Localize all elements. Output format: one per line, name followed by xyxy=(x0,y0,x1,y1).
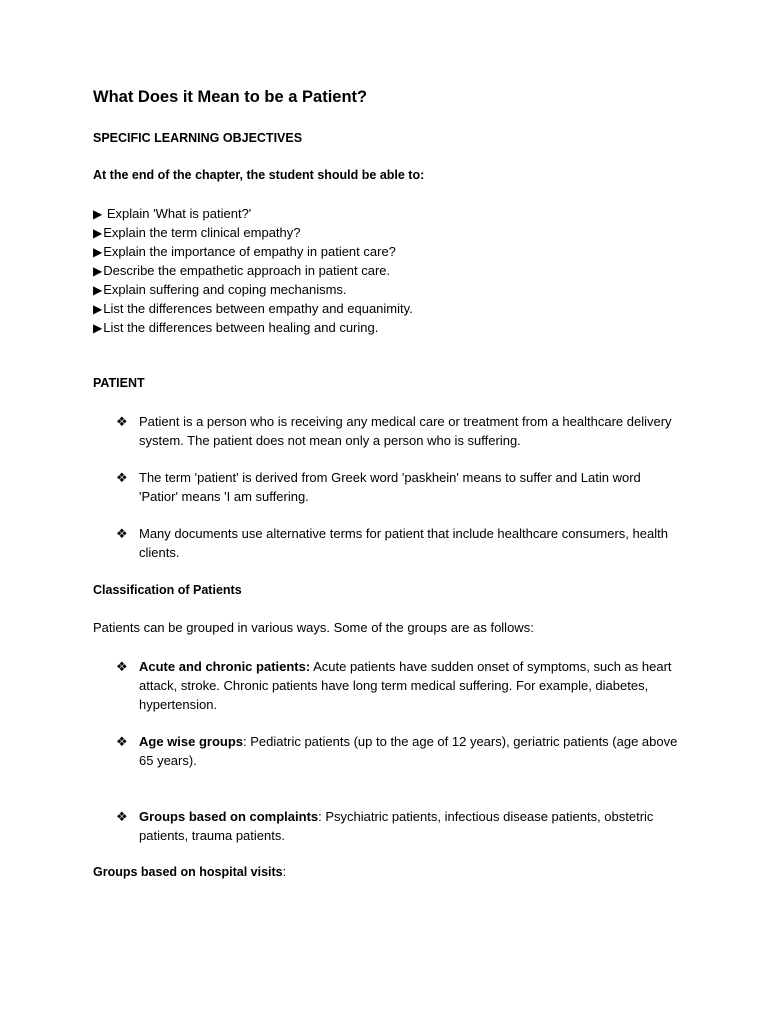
arrow-bullet-icon: ▶ xyxy=(93,302,103,316)
hospital-visits-colon: : xyxy=(282,865,287,879)
diamond-bullet-icon: ❖ xyxy=(116,414,128,429)
patient-bullet-text: Patient is a person who is receiving any medical care or treatment from a healthcare delivery system. The patient does not mean only a person who is suffering. xyxy=(139,414,672,448)
arrow-bullet-icon: ▶ xyxy=(93,321,103,335)
diamond-bullet-icon: ❖ xyxy=(116,659,128,674)
arrow-bullet-icon: ▶ xyxy=(93,264,103,278)
objective-text: Explain the term clinical empathy? xyxy=(103,225,301,240)
diamond-bullet-icon: ❖ xyxy=(116,470,128,485)
patient-bullet-text: The term 'patient' is derived from Greek word 'paskhein' means to suffer and Latin word 'Patior' means 'I am suffering. xyxy=(139,470,641,504)
objective-item xyxy=(93,242,396,262)
classification-group-text xyxy=(139,732,679,770)
group-term: Groups based on complaints xyxy=(139,809,319,824)
classification-group-text xyxy=(139,807,679,845)
objective-item xyxy=(93,280,347,300)
objective-item xyxy=(93,223,301,243)
arrow-bullet-icon: ▶ xyxy=(93,283,103,297)
objective-text: Describe the empathetic approach in patient care. xyxy=(103,263,391,278)
arrow-bullet-icon: ▶ xyxy=(93,226,103,240)
patient-bullet-text: Many documents use alternative terms for patient that include healthcare consumers, health clients. xyxy=(139,526,668,560)
group-term: Acute and chronic patients: xyxy=(139,659,311,674)
hospital-visits-heading xyxy=(93,865,286,879)
objective-item xyxy=(93,318,378,338)
arrow-bullet-icon: ▶ xyxy=(93,245,103,259)
group-description: : Pediatric patients (up to the age of 12 years), geriatric patients (age above 65 years). xyxy=(139,734,678,768)
objective-item xyxy=(93,299,413,319)
arrow-bullet-icon: ▶ xyxy=(93,207,103,221)
objectives-heading: SPECIFIC LEARNING OBJECTIVES xyxy=(93,131,303,145)
diamond-bullet-icon: ❖ xyxy=(116,734,128,749)
objective-text: Explain 'What is patient?' xyxy=(103,206,252,221)
objective-item xyxy=(93,204,251,224)
group-description: Acute patients have sudden onset of symptoms, such as heart attack, stroke. Chronic patients have long term medical suffering. For example, diabetes, hypertension. xyxy=(139,659,672,712)
hospital-visits-heading-text: Groups based on hospital visits xyxy=(93,865,283,879)
group-term: Age wise groups xyxy=(139,734,244,749)
objective-item xyxy=(93,261,390,281)
document-title: What Does it Mean to be a Patient? xyxy=(93,88,368,106)
classification-group-text xyxy=(139,657,679,714)
classification-heading: Classification of Patients xyxy=(93,583,242,597)
patient-heading: PATIENT xyxy=(93,376,145,390)
classification-intro: Patients can be grouped in various ways. Some of the groups are as follows: xyxy=(93,620,534,635)
objectives-intro: At the end of the chapter, the student should be able to: xyxy=(93,168,425,182)
group-description: : Psychiatric patients, infectious disease patients, obstetric patients, trauma patients. xyxy=(139,809,654,843)
objective-text: List the differences between healing and curing. xyxy=(103,320,379,335)
diamond-bullet-icon: ❖ xyxy=(116,526,128,541)
objective-text: List the differences between empathy and equanimity. xyxy=(103,301,413,316)
objective-text: Explain the importance of empathy in patient care? xyxy=(103,244,396,259)
diamond-bullet-icon: ❖ xyxy=(116,809,128,824)
objective-text: Explain suffering and coping mechanisms. xyxy=(103,282,347,297)
